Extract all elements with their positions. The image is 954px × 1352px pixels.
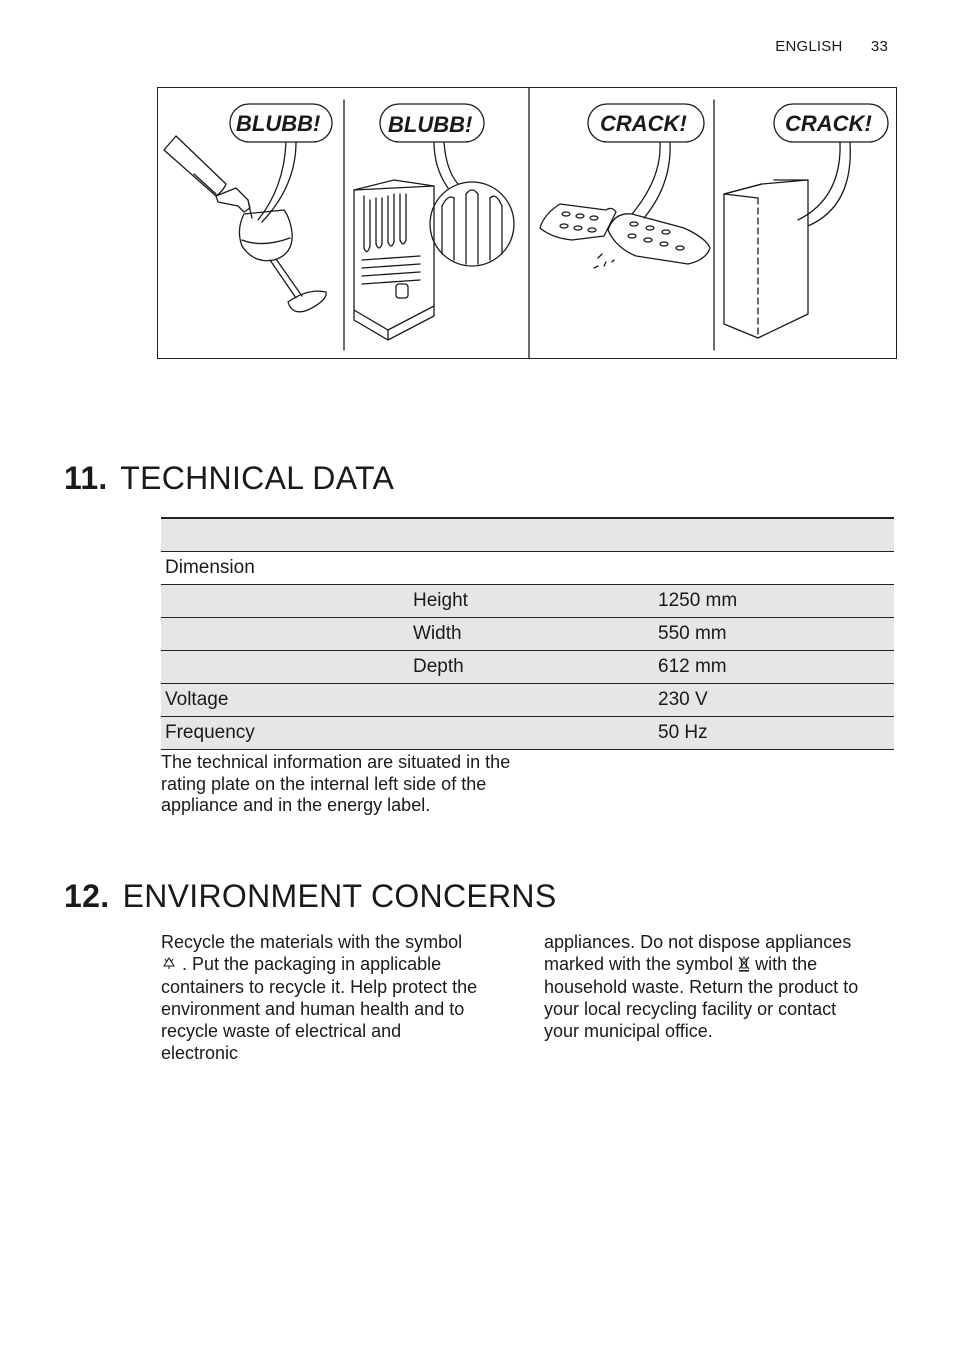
- table-cell: [654, 552, 894, 585]
- ice-tray-icon: [540, 204, 710, 268]
- table-cell: Width: [409, 618, 654, 651]
- table-cell: [409, 717, 654, 750]
- table-row: [161, 618, 894, 651]
- bubble-text-4: CRACK!: [785, 111, 872, 136]
- section-12-title: ENVIRONMENT CONCERNS: [122, 878, 557, 914]
- wine-glass-icon: [239, 210, 326, 312]
- environment-text-right: [544, 932, 874, 1043]
- table-cell: 550 mm: [654, 618, 894, 651]
- table-cell: Voltage: [161, 684, 409, 717]
- table-row: [161, 518, 894, 552]
- recycle-icon: [161, 956, 177, 978]
- header-language: ENGLISH: [775, 38, 843, 55]
- table-row: [161, 717, 894, 750]
- bubble-text-1: BLUBB!: [236, 111, 321, 136]
- table-cell: 230 V: [654, 684, 894, 717]
- bubble-text-3: CRACK!: [600, 111, 687, 136]
- table-cell: [409, 552, 654, 585]
- table-cell: 1250 mm: [654, 585, 894, 618]
- technical-note: The technical information are situated in the rating plate on the internal left side of the appliance and in the energy label.: [161, 752, 511, 815]
- section-12-heading: [64, 878, 556, 915]
- section-12-number: 12.: [64, 878, 110, 914]
- section-11-number: 11.: [64, 460, 108, 496]
- table-cell: 612 mm: [654, 651, 894, 684]
- page-header: [775, 38, 888, 55]
- environment-text-right-part1: appliances. Do not dispose appliances marked with the symbol: [544, 932, 852, 974]
- table-cell: Height: [409, 585, 654, 618]
- table-cell: [161, 518, 409, 552]
- table-cell: [409, 684, 654, 717]
- environment-text-left-part1: Recycle the materials with the symbol: [161, 932, 463, 952]
- environment-text-right-part2: with the household waste. Return the product to your local recycling facility or contact your municipal office.: [544, 953, 859, 1041]
- page-number: 33: [870, 38, 888, 55]
- section-11-heading: [64, 460, 394, 497]
- fridge-back-icon: [354, 180, 434, 340]
- table-cell: [161, 585, 409, 618]
- table-cell: Frequency: [161, 717, 409, 750]
- table-cell: Depth: [409, 651, 654, 684]
- table-row: [161, 552, 894, 585]
- table-row: [161, 585, 894, 618]
- table-cell: Dimension: [161, 552, 409, 585]
- technical-data-table: [161, 517, 894, 750]
- environment-text-left-part2: . Put the packaging in applicable containers to recycle it. Help protect the environment and human health and to recycle waste of electrical and electronic: [161, 953, 478, 1063]
- noise-illustration-drawing: [158, 88, 896, 358]
- table-cell: [409, 518, 654, 552]
- table-cell: [654, 518, 894, 552]
- noise-illustration: [157, 87, 897, 359]
- section-11-title: TECHNICAL DATA: [120, 460, 395, 496]
- bubble-text-2: BLUBB!: [388, 112, 473, 137]
- crossed-bin-icon: [738, 955, 750, 978]
- table-row: [161, 651, 894, 684]
- table-cell: [161, 651, 409, 684]
- table-cell: [161, 618, 409, 651]
- table-cell: 50 Hz: [654, 717, 894, 750]
- fridge-icon: [724, 180, 808, 338]
- table-row: [161, 684, 894, 717]
- environment-text-left: [161, 932, 481, 1064]
- bottle-icon: [164, 136, 252, 218]
